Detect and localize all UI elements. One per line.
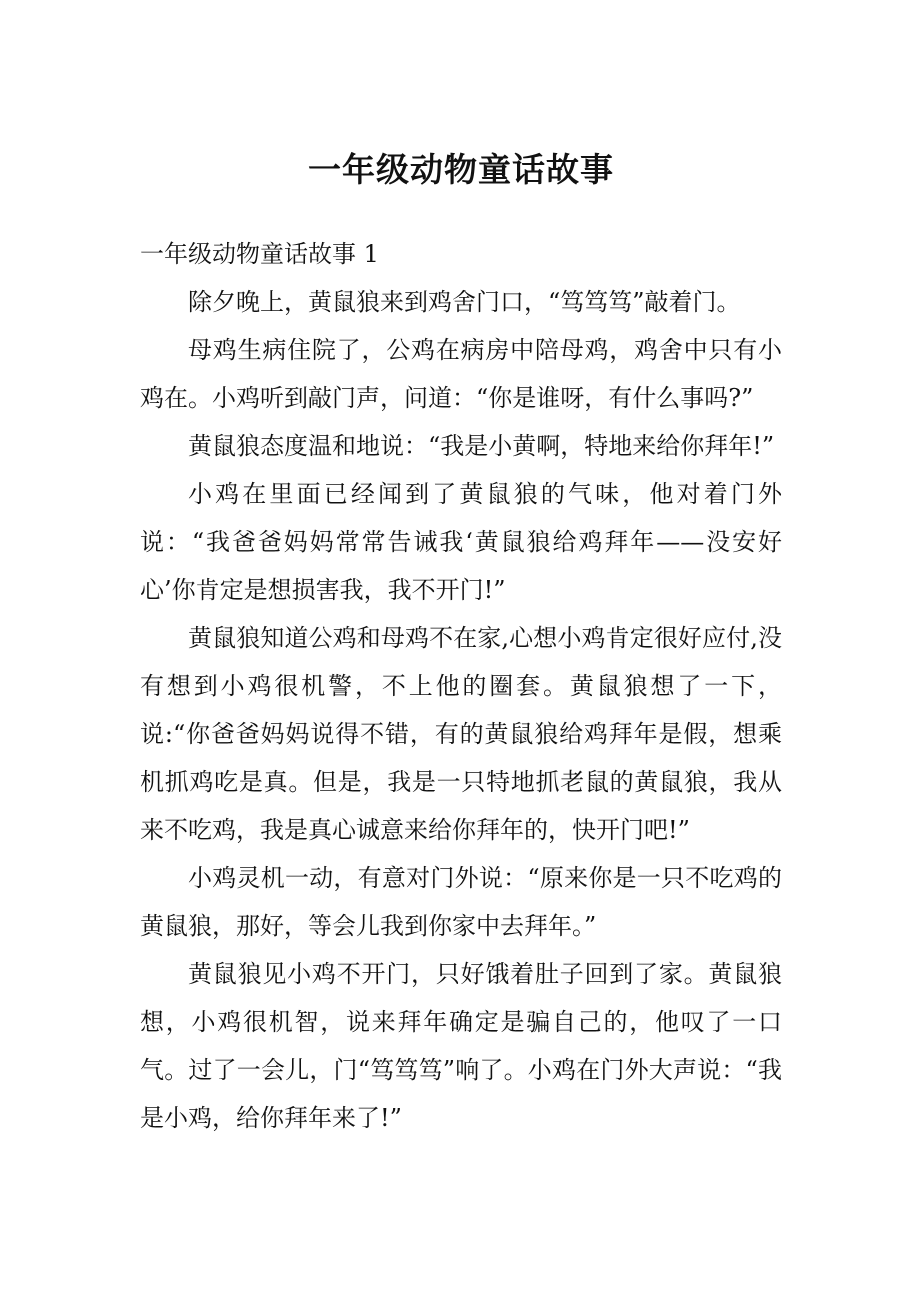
story-heading: 一年级动物童话故事 1 [140, 240, 379, 268]
paragraph-7: 黄鼠狼见小鸡不开门，只好饿着肚子回到了家。黄鼠狼想，小鸡很机智，说来拜年确定是骗自己的，他叹了一口气。过了一会儿，门“笃笃笃”响了。小鸡在门外大声说：“我是小鸡，给你拜年来了!” [140, 960, 782, 1132]
paragraph-1: 除夕晚上，黄鼠狼来到鸡舍门口，“笃笃笃”敲着门。 [188, 288, 741, 316]
paragraph-5: 黄鼠狼知道公鸡和母鸡不在家,心想小鸡肯定很好应付,没有想到小鸡很机警，不上他的圈套。黄鼠狼想了一下，说:“你爸爸妈妈说得不错，有的黄鼠狼给鸡拜年是假，想乘机抓鸡吃是真。但是，我是一只特地抓老鼠的黄鼠狼，我从来不吃鸡，我是真心诚意来给你拜年的，快开门吧!” [140, 624, 782, 844]
paragraph-3: 黄鼠狼态度温和地说：“我是小黄啊，特地来给你拜年!” [188, 432, 775, 460]
paragraph-6: 小鸡灵机一动，有意对门外说：“原来你是一只不吃鸡的黄鼠狼，那好，等会儿我到你家中去拜年。” [140, 864, 782, 940]
paragraph-4: 小鸡在里面已经闻到了黄鼠狼的气味，他对着门外说：“我爸爸妈妈常常告诫我‘黄鼠狼给鸡拜年——没安好心’你肯定是想损害我，我不开门!” [140, 480, 782, 604]
document-title: 一年级动物童话故事 [308, 150, 614, 189]
paragraph-2: 母鸡生病住院了，公鸡在病房中陪母鸡，鸡舍中只有小鸡在。小鸡听到敲门声，问道：“你是谁呀，有什么事吗?” [140, 336, 782, 412]
